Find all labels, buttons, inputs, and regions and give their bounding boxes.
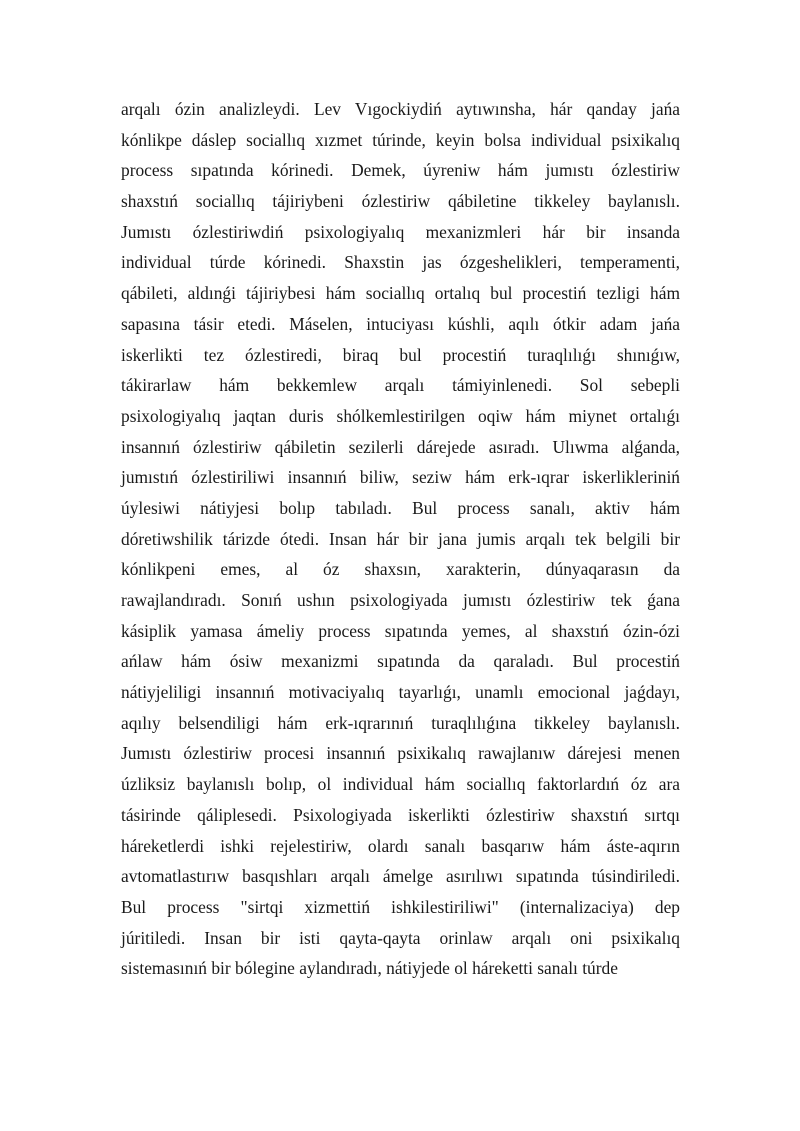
text-line: jumıstıń ózlestiriliwi insannıń biliw, seziw hám erk-ıqrar iskerlikleriniń [121,467,680,488]
text-line: shaxstıń sociallıq tájiriybeni ózlestiriw qábiletine tikkeley baylanıslı. [121,191,680,212]
text-line: Jumıstı ózlestiriwdiń psixologiyalıq mexanizmleri hár bir insanda [121,221,680,242]
text-line: qábileti, aldınǵi tájiriybesi hám sociallıq ortalıq bul procestiń tezligi hám [121,283,680,304]
text-line: tákirarlaw hám bekkemlew arqalı támiyinlenedi. Sol sebepli [121,375,680,396]
text-line: individual túrde kórinedi. Shaxstin jas ózgeshelikleri, temperamenti, [121,252,680,273]
text-line: process sıpatında kórinedi. Demek, úyreniw hám jumıstı ózlestiriw [121,160,680,181]
text-line: Jumıstı ózlestiriw procesi insannıń psixikalıq rawajlanıw dárejesi menen [121,743,680,764]
text-line: dóretiwshilik tárizde ótedi. Insan hár bir jana jumis arqalı tek belgili bir [121,528,680,549]
text-line: kónlikpe dáslep sociallıq xızmet túrinde, keyin bolsa individual psixikalıq [121,129,680,150]
text-line: úylesiwi nátiyjesi bolıp tabıladı. Bul process sanalı, aktiv hám [121,497,680,518]
text-line: kónlikpeni emes, al óz shaxsın, xarakterin, dúnyaqarasın da [121,559,680,580]
text-line: rawajlandıradı. Sonıń ushın psixologiyada jumıstı ózlestiriw tek ǵana [121,590,680,610]
text-line: arqalı ózin analizleydi. Lev Vıgockiydiń aytıwınsha, hár qanday jańa [121,99,680,119]
text-line: Bul process "sirtqi xizmettiń ishkilestiriliwi" (internalizaciya) dep [121,896,680,917]
body-text [121,94,680,984]
text-line: júritiledi. Insan bir isti qayta-qayta orinlaw arqalı oni psixikalıq [121,927,680,948]
text-line: psixologiyalıq jaqtan duris shólkemlestirilgen oqiw hám miynet ortalıǵı [121,405,680,426]
text-line: sapasına tásir etedi. Máselen, intuciyası kúshli, aqılı ótkir adam jańa [121,313,680,334]
text-line: sistemasınıń bir bólegine aylandıradı, nátiyjede ol háreketti sanalı túrde [121,958,618,979]
text-line: kásiplik yamasa ámeliy process sıpatında yemes, al shaxstıń ózin-ózi [121,620,680,641]
text-line: iskerlikti tez ózlestiredi, biraq bul procestiń turaqlılıǵı shınıǵıw, [121,344,680,365]
text-line: háreketlerdi ishki rejelestiriw, olardı sanalı basqarıw hám áste-aqırın [121,835,680,856]
text-line: aqılıy belsendiligi hám erk-ıqrarınıń turaqlılıǵına tikkeley baylanıslı. [121,712,680,733]
text-line: ańlaw hám ósiw mexanizmi sıpatında da qaraladı. Bul procestiń [121,651,680,672]
text-line: insannıń ózlestiriw qábiletin sezilerli dárejede asıradı. Ulıwma alǵanda, [121,436,680,457]
text-line: avtomatlastırıw basqıshları arqalı ámelge asırılıwı sıpatında túsindiriledi. [121,866,680,887]
text-line: úzliksiz baylanıslı bolıp, ol individual hám sociallıq faktorlardıń óz ara [121,774,680,795]
text-line: nátiyjeliligi insannıń motivaciyalıq tayarlıǵı, unamlı emocional jaǵdayı, [121,682,680,703]
text-line: tásirinde qáliplesedi. Psixologiyada iskerlikti ózlestiriw shaxstıń sırtqı [121,804,680,825]
